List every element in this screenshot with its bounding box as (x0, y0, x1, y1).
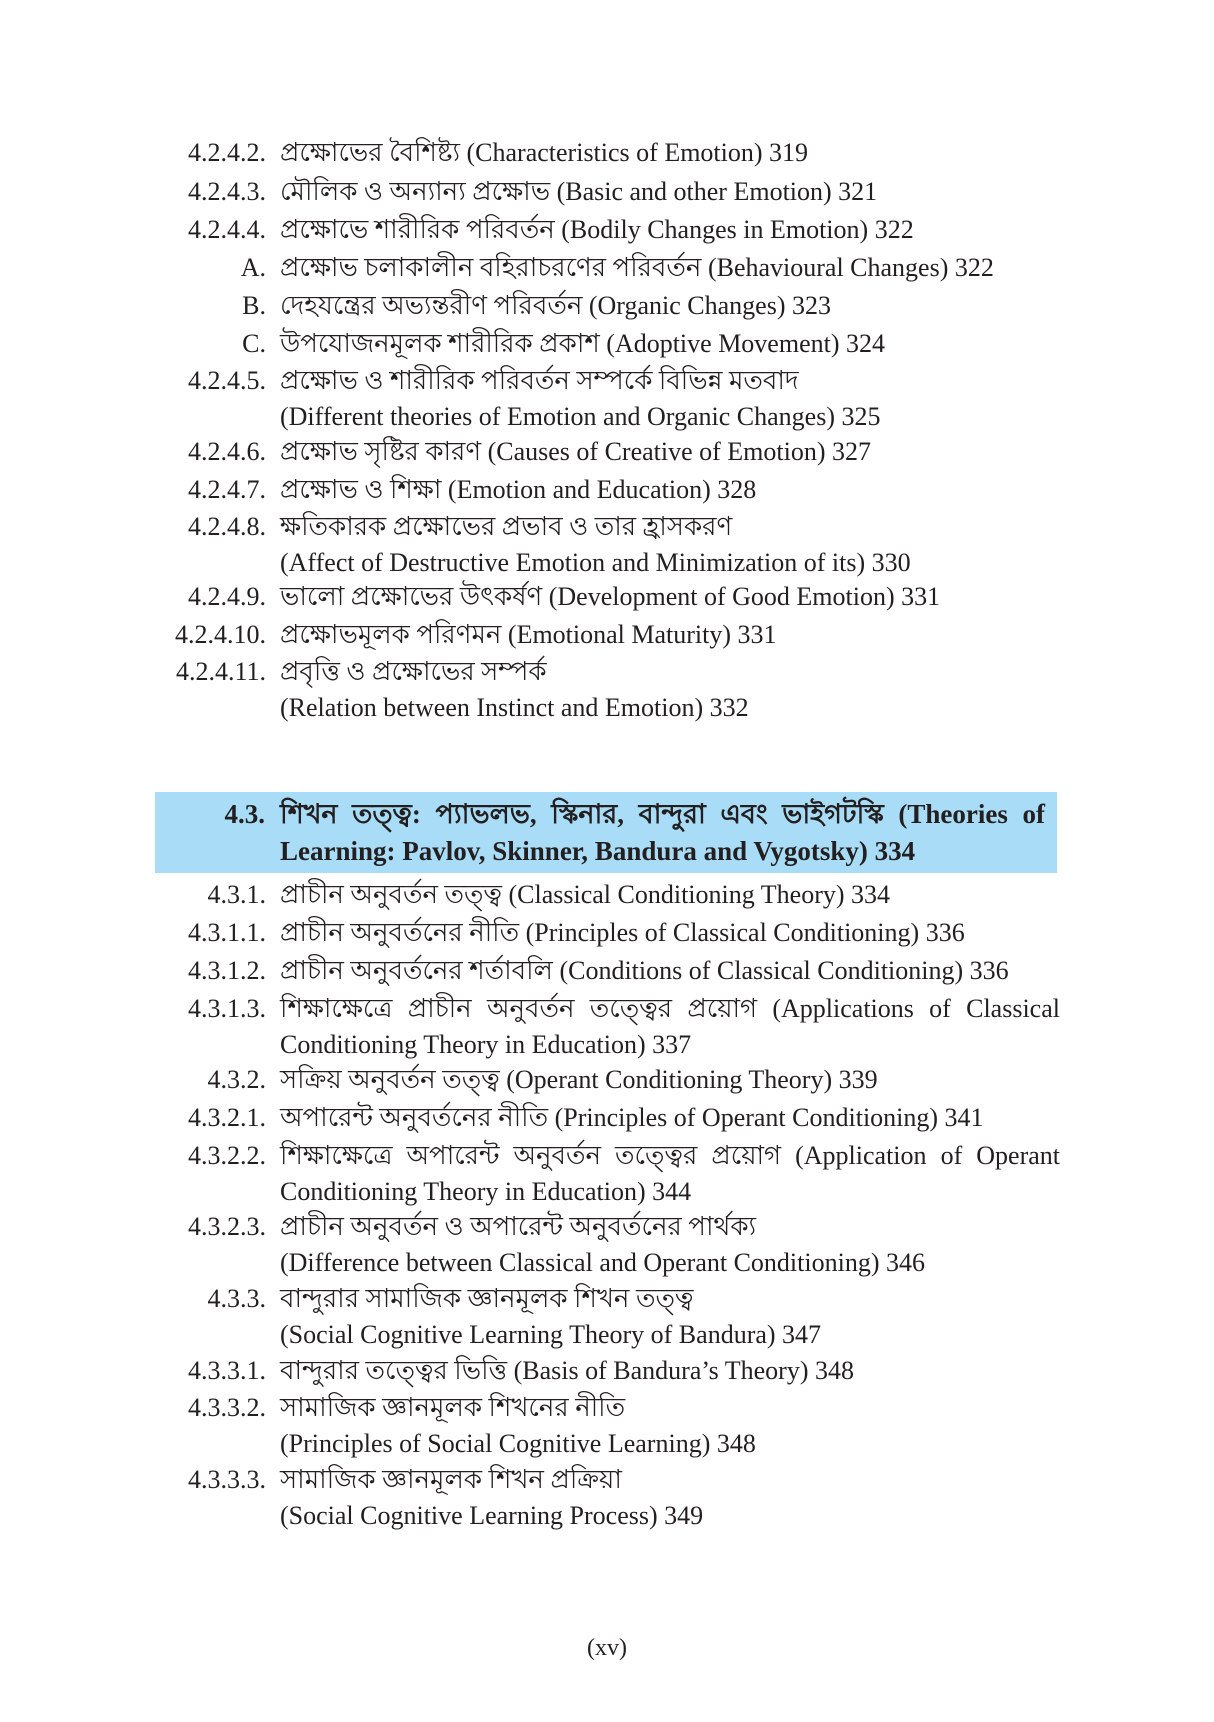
section-title-line1: শিখন তত্ত্ব: প্যাভলভ, স্কিনার, বান্দুরা এবং ভাইগটস্কি (Theories of (280, 799, 1045, 829)
entry-title-line2: Conditioning Theory in Education) 344 (280, 1177, 692, 1206)
entry-number: 4.2.4.3. (188, 177, 266, 206)
entry-title: মৌলিক ও অন্যান্য প্রক্ষোভ (Basic and other Emotion) 321 (280, 177, 878, 206)
entry-title-line1: শিক্ষাক্ষেত্রে অপারেন্ট অনুবর্তন তত্ত্বের প্রয়োগ (Application of Operant (280, 1141, 1060, 1170)
entry-number: 4.3.2.3. (188, 1212, 266, 1241)
entry-number: 4.3.2. (207, 1065, 266, 1094)
entry-number: 4.2.4.9. (188, 582, 266, 611)
entry-number: 4.2.4.10. (175, 620, 266, 649)
entry-title: বান্দুরার তত্ত্বের ভিত্তি (Basis of Bandura’s Theory) 348 (280, 1356, 854, 1385)
entry-number: 4.3.3.3. (188, 1465, 266, 1494)
entry-title-bn: ক্ষতিকারক প্রক্ষোভের প্রভাব ও তার হ্রাসকরণ (280, 512, 733, 541)
entry-title: প্রাচীন অনুবর্তনের শর্তাবলি (Conditions of Classical Conditioning) 336 (280, 956, 1009, 985)
entry-number: 4.2.4.6. (188, 437, 266, 466)
entry-number: 4.3.1. (207, 880, 266, 909)
entry-number: 4.3.3.2. (188, 1393, 266, 1422)
section-heading-highlight (155, 792, 1057, 873)
entry-title-bn: সামাজিক জ্ঞানমূলক শিখন প্রক্রিয়া (280, 1465, 622, 1494)
entry-title: প্রক্ষোভে শারীরিক পরিবর্তন (Bodily Changes in Emotion) 322 (280, 215, 914, 244)
entry-title: প্রক্ষোভ চলাকালীন বহিরাচরণের পরিবর্তন (Behavioural Changes) 322 (280, 253, 994, 282)
entry-title-en: (Principles of Social Cognitive Learning) 348 (280, 1429, 756, 1458)
entry-title-bn: প্রক্ষোভ ও শারীরিক পরিবর্তন সম্পর্কে বিভিন্ন মতবাদ (280, 366, 799, 395)
entry-number: 4.2.4.5. (188, 366, 266, 395)
entry-title-bn: প্রাচীন অনুবর্তন ও অপারেন্ট অনুবর্তনের পার্থক্য (280, 1212, 757, 1241)
entry-number: 4.3.3.1. (188, 1356, 266, 1385)
entry-title: প্রাচীন অনুবর্তন তত্ত্ব (Classical Conditioning Theory) 334 (280, 880, 891, 909)
entry-number: 4.3.1.1. (188, 918, 266, 947)
entry-title-en: (Different theories of Emotion and Organic Changes) 325 (280, 402, 881, 431)
page-number: (xv) (587, 1635, 627, 1661)
entry-title: প্রক্ষোভের বৈশিষ্ট্য (Characteristics of Emotion) 319 (280, 138, 809, 167)
entry-title: প্রাচীন অনুবর্তনের নীতি (Principles of Classical Conditioning) 336 (280, 918, 965, 947)
entry-number: 4.3.1.2. (188, 956, 266, 985)
entry-title: উপযোজনমূলক শারীরিক প্রকাশ (Adoptive Movement) 324 (280, 329, 885, 358)
entry-number: C. (242, 329, 266, 358)
section-number: 4.3. (224, 799, 265, 829)
entry-title-line2: Conditioning Theory in Education) 337 (280, 1030, 692, 1059)
entry-title: প্রক্ষোভ ও শিক্ষা (Emotion and Education) 328 (280, 475, 757, 504)
entry-title-en: (Social Cognitive Learning Theory of Bandura) 347 (280, 1320, 822, 1349)
entry-title: সক্রিয় অনুবর্তন তত্ত্ব (Operant Conditioning Theory) 339 (280, 1065, 878, 1094)
entry-title-bn: সামাজিক জ্ঞানমূলক শিখনের নীতি (280, 1393, 626, 1422)
section-title-line2: Learning: Pavlov, Skinner, Bandura and Vygotsky) 334 (280, 836, 916, 866)
entry-title: অপারেন্ট অনুবর্তনের নীতি (Principles of Operant Conditioning) 341 (280, 1103, 984, 1132)
entry-title-bn: বান্দুরার সামাজিক জ্ঞানমূলক শিখন তত্ত্ব (280, 1284, 694, 1313)
entry-title-en: (Difference between Classical and Operant Conditioning) 346 (280, 1248, 925, 1277)
entry-number: 4.3.3. (207, 1284, 266, 1313)
entry-number: 4.2.4.8. (188, 512, 266, 541)
entry-number: 4.2.4.7. (188, 475, 266, 504)
entry-title: দেহযন্ত্রের অভ্যন্তরীণ পরিবর্তন (Organic Changes) 323 (280, 291, 831, 320)
entry-title: প্রক্ষোভমূলক পরিণমন (Emotional Maturity) 331 (280, 620, 777, 649)
entry-title-en: (Social Cognitive Learning Process) 349 (280, 1501, 704, 1530)
entry-title-en: (Affect of Destructive Emotion and Minimization of its) 330 (280, 548, 911, 577)
entry-title-en: (Relation between Instinct and Emotion) 332 (280, 693, 749, 722)
entry-number: 4.3.2.2. (188, 1141, 266, 1170)
entry-title-bn: প্রবৃত্তি ও প্রক্ষোভের সম্পর্ক (280, 657, 547, 686)
entry-number: 4.2.4.11. (175, 657, 266, 686)
entry-number: A. (240, 253, 266, 282)
entry-number: 4.2.4.4. (188, 215, 266, 244)
entry-title-line1: শিক্ষাক্ষেত্রে প্রাচীন অনুবর্তন তত্ত্বের প্রয়োগ (Applications of Classical (280, 994, 1060, 1023)
entry-number: 4.3.2.1. (188, 1103, 266, 1132)
entry-number: 4.3.1.3. (188, 994, 266, 1023)
entry-number: B. (242, 291, 266, 320)
entry-title: প্রক্ষোভ সৃষ্টির কারণ (Causes of Creative of Emotion) 327 (280, 437, 872, 466)
entry-title: ভালো প্রক্ষোভের উৎকর্ষণ (Development of Good Emotion) 331 (280, 582, 941, 611)
entry-number: 4.2.4.2. (188, 138, 266, 167)
